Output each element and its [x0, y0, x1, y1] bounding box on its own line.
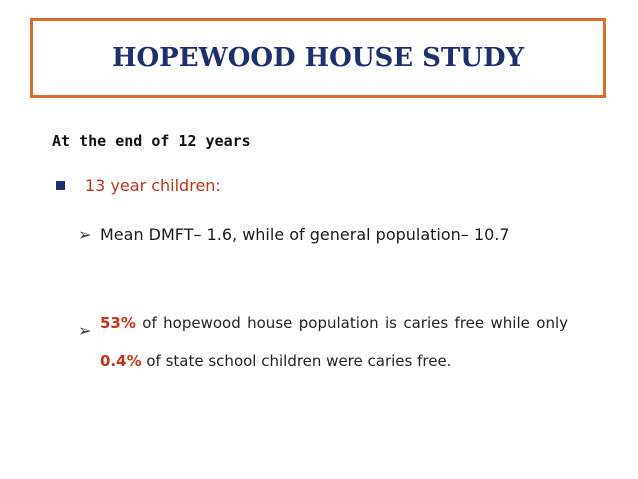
caries-text-a: of hopewood house population is caries free while only: [135, 314, 568, 332]
title-frame: [30, 18, 606, 98]
sub-bullet-caries-free: [78, 312, 568, 380]
subheading: At the end of 12 years: [52, 132, 251, 150]
bullet-text: 13 year children:: [85, 176, 221, 195]
caries-paragraph: [100, 304, 568, 380]
slide-title: HOPEWOOD HOUSE STUDY: [111, 43, 525, 73]
hopewood-percent: 53%: [100, 314, 136, 332]
mean-dmft-text: Mean DMFT– 1.6, while of general population– 10.7: [100, 225, 510, 244]
caries-text-b: of state school children were caries free.: [141, 352, 452, 370]
square-bullet-icon: [56, 181, 65, 190]
state-school-percent: 0.4%: [100, 352, 142, 370]
sub-bullet-mean-dmft: [78, 224, 510, 246]
arrow-bullet-icon: ➢: [78, 321, 92, 340]
arrow-bullet-icon: ➢: [78, 225, 92, 244]
bullet-13-year-children: [56, 176, 221, 195]
